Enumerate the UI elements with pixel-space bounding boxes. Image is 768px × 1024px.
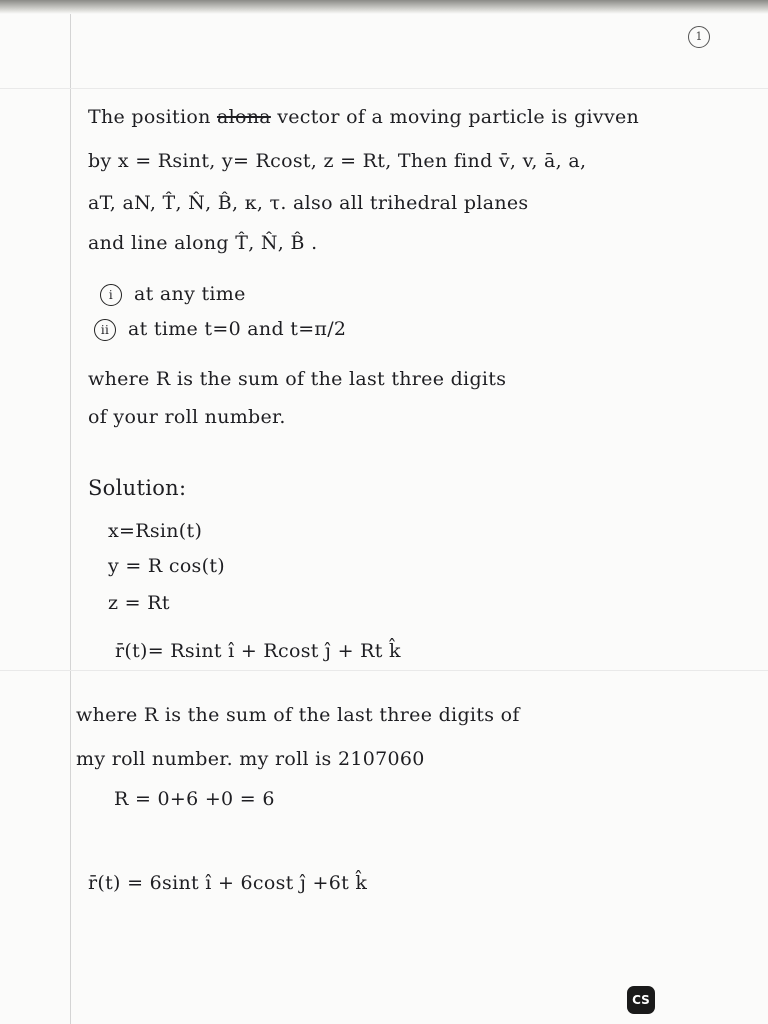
problem-line-1: [88, 106, 639, 128]
equation-y: y = R cos(t): [108, 555, 225, 577]
problem-line-2: by x = Rsint, y= Rcost, z = Rt, Then find v̄, v, ā, a,: [88, 150, 587, 172]
ruled-line: [0, 670, 768, 671]
item-text: at time t=0 and t=π/2: [128, 318, 347, 340]
problem-line-1-end: vector of a moving particle is givven: [270, 106, 640, 128]
problem-line-3: aT, aN, T̂, N̂, B̂, κ, τ. also all trihedral planes: [88, 192, 529, 214]
margin-line: [70, 14, 71, 1024]
solution-text-1: where R is the sum of the last three digits of: [76, 704, 520, 726]
solution-heading: Solution:: [88, 476, 187, 500]
solution-text-2: my roll number. my roll is 2107060: [76, 748, 425, 770]
ruled-line: [0, 88, 768, 89]
problem-line-1-start: The position: [88, 106, 217, 128]
page-number: 1: [688, 26, 710, 48]
problem-line-6: of your roll number.: [88, 406, 286, 428]
struck-word: alona: [216, 106, 271, 128]
position-vector-final: r̄(t) = 6sint î + 6cost ĵ +6t k̂: [88, 872, 368, 894]
item-number-circle: ii: [94, 319, 116, 341]
equation-r-value: R = 0+6 +0 = 6: [114, 788, 275, 810]
problem-line-4: and line along T̂, N̂, B̂ .: [88, 232, 318, 254]
item-text: at any time: [134, 283, 246, 305]
problem-item-1: [100, 283, 246, 306]
page-top-edge: [0, 0, 768, 14]
problem-item-2: [94, 318, 346, 341]
camscanner-logo: CS: [627, 986, 655, 1014]
problem-line-5: where R is the sum of the last three digits: [88, 368, 507, 390]
item-number-circle: i: [100, 284, 122, 306]
equation-x: x=Rsin(t): [108, 520, 203, 542]
equation-z: z = Rt: [108, 592, 170, 614]
position-vector: r̄(t)= Rsint î + Rcost ĵ + Rt k̂: [115, 640, 401, 662]
